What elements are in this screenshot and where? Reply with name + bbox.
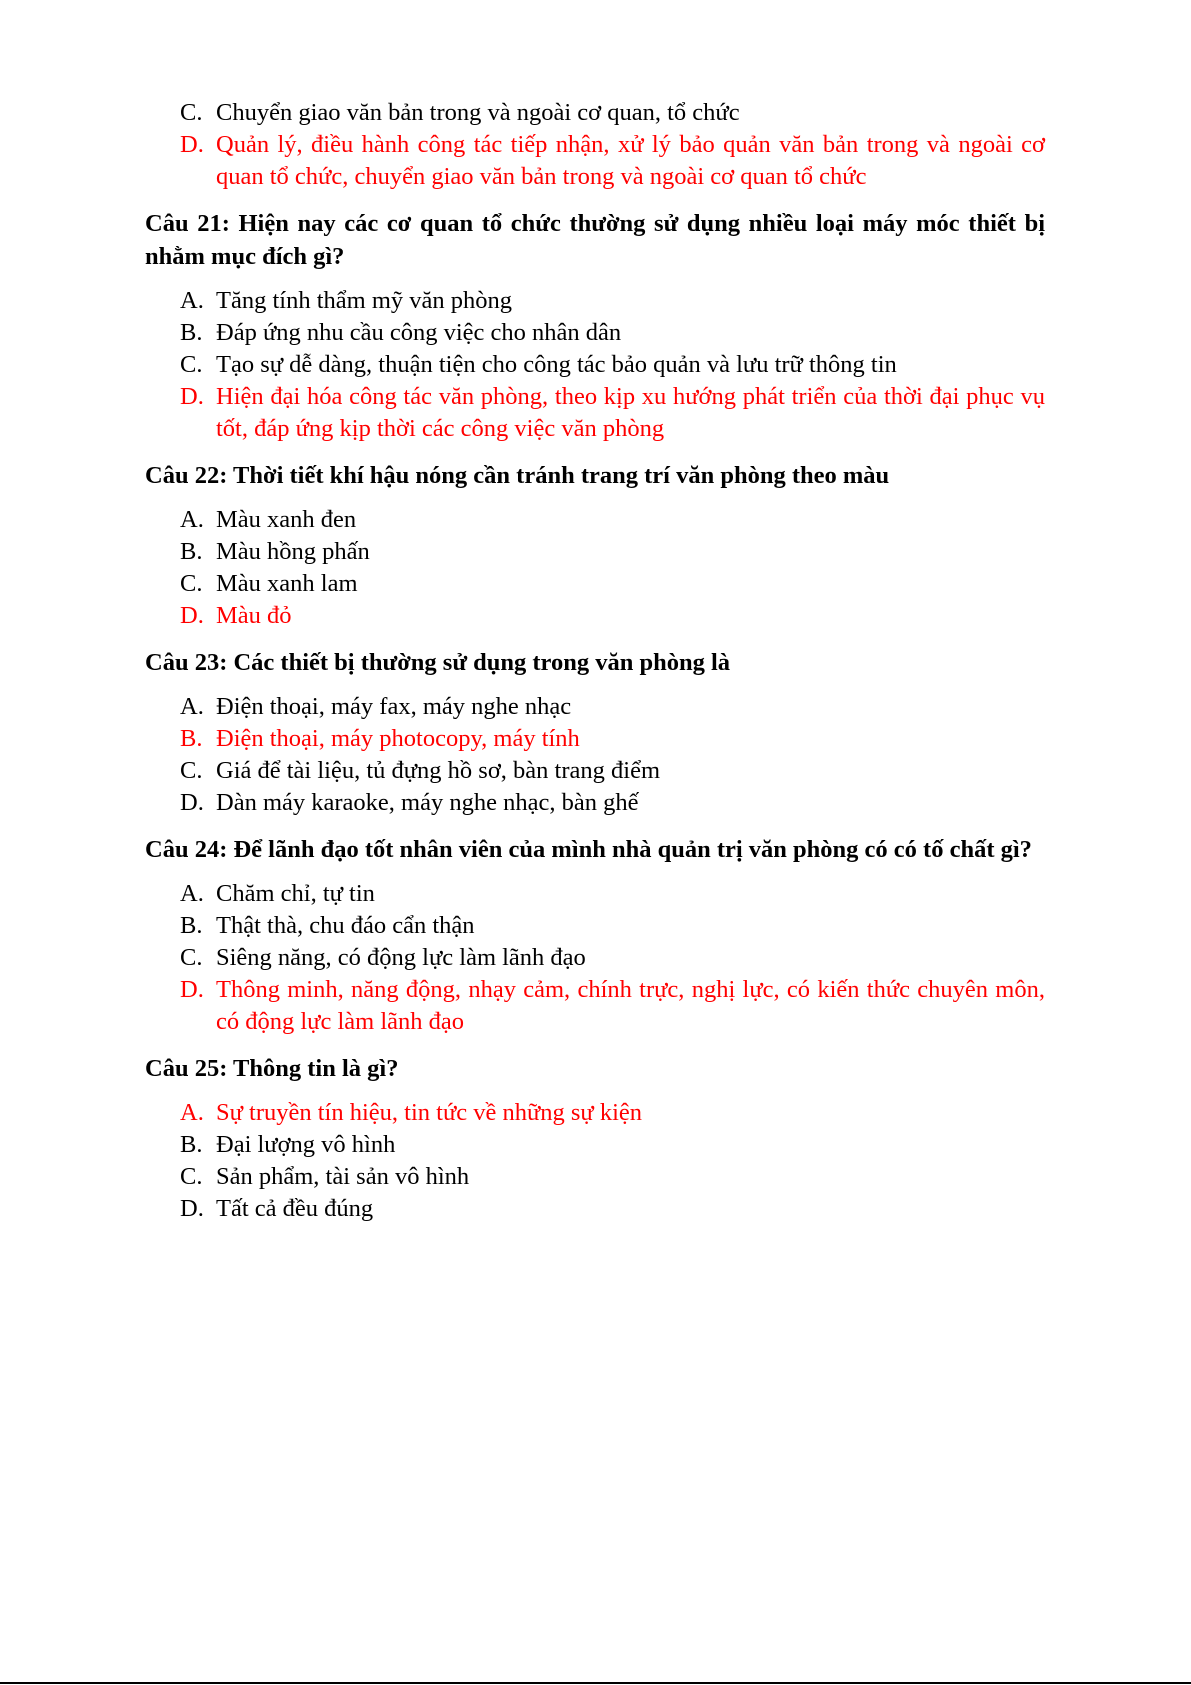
answer-letter: A. bbox=[180, 693, 204, 720]
answer-text: Giá để tài liệu, tủ đựng hồ sơ, bàn trang điểm bbox=[216, 757, 661, 784]
answer-letter: B. bbox=[180, 1131, 203, 1158]
answer-text: Sự truyền tín hiệu, tin tức về những sự kiện bbox=[216, 1099, 643, 1126]
answer-option bbox=[145, 878, 1045, 910]
answer-letter: C. bbox=[180, 351, 203, 378]
answer-text: Đáp ứng nhu cầu công việc cho nhân dân bbox=[216, 319, 622, 346]
answer-text: Chuyển giao văn bản trong và ngoài cơ quan, tổ chức bbox=[216, 99, 740, 126]
answer-letter: B. bbox=[180, 725, 203, 752]
answer-option bbox=[145, 600, 1045, 632]
answer-option bbox=[145, 285, 1045, 317]
answer-letter: B. bbox=[180, 912, 203, 939]
answer-option bbox=[145, 129, 1045, 193]
question-title: Câu 21: Hiện nay các cơ quan tổ chức thường sử dụng nhiều loại máy móc thiết bị nhằm mục đích gì? bbox=[145, 210, 1045, 270]
answer-letter: C. bbox=[180, 944, 203, 971]
answer-text: Dàn máy karaoke, máy nghe nhạc, bàn ghế bbox=[216, 789, 639, 816]
answer-option bbox=[145, 691, 1045, 723]
question-title: Câu 24: Để lãnh đạo tốt nhân viên của mình nhà quản trị văn phòng có có tố chất gì? bbox=[145, 836, 1032, 863]
answer-option bbox=[145, 787, 1045, 819]
answer-letter: D. bbox=[180, 1195, 204, 1222]
answer-text: Màu xanh lam bbox=[216, 570, 358, 597]
answer-text: Đại lượng vô hình bbox=[216, 1131, 396, 1158]
answer-letter: C. bbox=[180, 757, 203, 784]
answer-list bbox=[145, 1097, 1045, 1225]
answer-letter: B. bbox=[180, 319, 203, 346]
answer-option bbox=[145, 755, 1045, 787]
answer-text: Tạo sự dễ dàng, thuận tiện cho công tác bảo quản và lưu trữ thông tin bbox=[216, 351, 897, 378]
answer-letter: C. bbox=[180, 99, 203, 126]
question-title: Câu 25: Thông tin là gì? bbox=[145, 1055, 399, 1082]
answer-letter: A. bbox=[180, 880, 204, 907]
leading-answer-list bbox=[145, 97, 1045, 193]
answer-text: Màu đỏ bbox=[216, 602, 292, 629]
answer-option bbox=[145, 974, 1045, 1038]
answer-list bbox=[145, 504, 1045, 632]
answer-text: Chăm chỉ, tự tin bbox=[216, 880, 375, 907]
answer-option bbox=[145, 568, 1045, 600]
answer-text: Tất cả đều đúng bbox=[216, 1195, 374, 1222]
answer-text: Điện thoại, máy fax, máy nghe nhạc bbox=[216, 693, 572, 720]
answer-option bbox=[145, 1161, 1045, 1193]
answer-letter: D. bbox=[180, 602, 204, 629]
answer-option bbox=[145, 349, 1045, 381]
answer-option bbox=[145, 381, 1045, 445]
answer-letter: C. bbox=[180, 570, 203, 597]
answer-letter: D. bbox=[180, 976, 204, 1003]
answer-text: Thật thà, chu đáo cẩn thận bbox=[216, 912, 475, 939]
answer-letter: C. bbox=[180, 1163, 203, 1190]
answer-letter: A. bbox=[180, 287, 204, 314]
answer-option bbox=[145, 1129, 1045, 1161]
answer-text: Siêng năng, có động lực làm lãnh đạo bbox=[216, 944, 586, 971]
answer-text: Quản lý, điều hành công tác tiếp nhận, xử lý bảo quản văn bản trong và ngoài cơ quan tổ chức, chuyển giao văn bản trong và ngoài cơ quan tổ chức bbox=[216, 131, 1045, 190]
answer-list bbox=[145, 878, 1045, 1038]
answer-text: Màu hồng phấn bbox=[216, 538, 370, 565]
answer-letter: A. bbox=[180, 1099, 204, 1126]
question-title: Câu 23: Các thiết bị thường sử dụng trong văn phòng là bbox=[145, 649, 731, 676]
answer-letter: D. bbox=[180, 383, 204, 410]
answer-option bbox=[145, 317, 1045, 349]
answer-list bbox=[145, 285, 1045, 445]
answer-text: Hiện đại hóa công tác văn phòng, theo kịp xu hướng phát triển của thời đại phục vụ tốt, đáp ứng kịp thời các công việc văn phòng bbox=[216, 383, 1045, 442]
answer-text: Điện thoại, máy photocopy, máy tính bbox=[216, 725, 580, 752]
answer-option bbox=[145, 536, 1045, 568]
answer-option bbox=[145, 504, 1045, 536]
document-page bbox=[145, 97, 1045, 1225]
answer-option bbox=[145, 723, 1045, 755]
answer-text: Màu xanh đen bbox=[216, 506, 357, 533]
answer-option bbox=[145, 97, 1045, 129]
question-title: Câu 22: Thời tiết khí hậu nóng cần tránh trang trí văn phòng theo màu bbox=[145, 462, 890, 489]
page-bottom-rule bbox=[0, 1682, 1191, 1684]
answer-letter: D. bbox=[180, 789, 204, 816]
answer-option bbox=[145, 1193, 1045, 1225]
answer-letter: B. bbox=[180, 538, 203, 565]
answer-option bbox=[145, 942, 1045, 974]
answer-text: Sản phẩm, tài sản vô hình bbox=[216, 1163, 470, 1190]
answer-list bbox=[145, 691, 1045, 819]
answer-letter: A. bbox=[180, 506, 204, 533]
answer-text: Thông minh, năng động, nhạy cảm, chính trực, nghị lực, có kiến thức chuyên môn, có động lực làm lãnh đạo bbox=[216, 976, 1045, 1035]
answer-option bbox=[145, 910, 1045, 942]
answer-letter: D. bbox=[180, 131, 204, 158]
answer-text: Tăng tính thẩm mỹ văn phòng bbox=[216, 287, 512, 314]
answer-option bbox=[145, 1097, 1045, 1129]
